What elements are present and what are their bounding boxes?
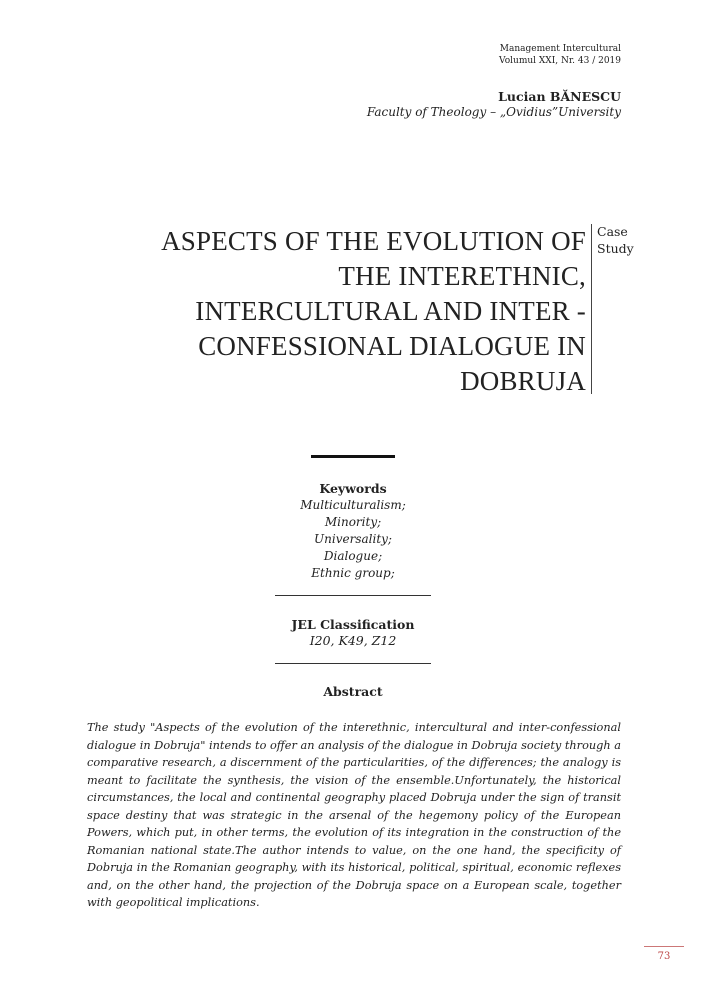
article-type-line: Case bbox=[597, 224, 628, 239]
page-number-rule bbox=[644, 946, 684, 947]
article-type-line: Study bbox=[597, 241, 634, 256]
article-type bbox=[597, 223, 634, 257]
journal-volume: Volumul XXI, Nr. 43 / 2019 bbox=[499, 56, 621, 66]
keywords-list bbox=[253, 497, 453, 582]
keyword-item: Ethnic group; bbox=[311, 566, 395, 580]
title-line: INTERCULTURAL AND INTER - bbox=[195, 296, 586, 326]
journal-name: Management Intercultural bbox=[499, 44, 621, 54]
abstract-text: The study "Aspects of the evolution of the interethnic, intercultural and inter-confessional dialogue in Dobruja" intends to offer an analysis of the dialogue in Dobruja society through a comparative research, a discernment of the particularities, of the differences; the analogy is meant to facilitate the synthesis, the vision of the ensemble.Unfortunately, the historical circumstances, the local and continental geography placed Dobruja under the sign of transit space destiny that was strategic in the arsenal of the hegemony policy of the European Powers, which put, in other terms, the evolution of its integration in the construction of the Romanian national state.The author intends to value, on the one hand, the specificity of Dobruja in the Romanian geography, with its historical, political, spiritual, economic reflexes and, on the other hand, the projection of the Dobruja space on a European scale, together with geopolitical implications. bbox=[87, 721, 621, 909]
title-line: CONFESSIONAL DIALOGUE IN bbox=[198, 331, 586, 361]
keyword-item: Multiculturalism; bbox=[300, 498, 406, 512]
jel-divider bbox=[275, 663, 431, 664]
author-name: Lucian BĂNESCU bbox=[498, 89, 621, 104]
keyword-item: Minority; bbox=[324, 515, 382, 529]
page-number: 73 bbox=[657, 951, 671, 962]
jel-codes: I20, K49, Z12 bbox=[309, 633, 397, 648]
keywords-top-rule bbox=[311, 455, 395, 458]
journal-header bbox=[499, 43, 621, 67]
keyword-item: Universality; bbox=[314, 532, 392, 546]
article-title bbox=[120, 224, 586, 399]
title-line: THE INTERETHNIC, bbox=[338, 261, 586, 291]
title-line: ASPECTS OF THE EVOLUTION OF bbox=[161, 226, 586, 256]
jel-heading: JEL Classification bbox=[291, 617, 415, 632]
keyword-item: Dialogue; bbox=[323, 549, 383, 563]
title-line: DOBRUJA bbox=[460, 366, 586, 396]
title-divider bbox=[591, 224, 592, 394]
keywords-heading: Keywords bbox=[319, 481, 387, 496]
author-affiliation: Faculty of Theology – „Ovidius”University bbox=[366, 105, 621, 119]
keywords-divider bbox=[275, 595, 431, 596]
abstract-heading: Abstract bbox=[323, 684, 383, 699]
